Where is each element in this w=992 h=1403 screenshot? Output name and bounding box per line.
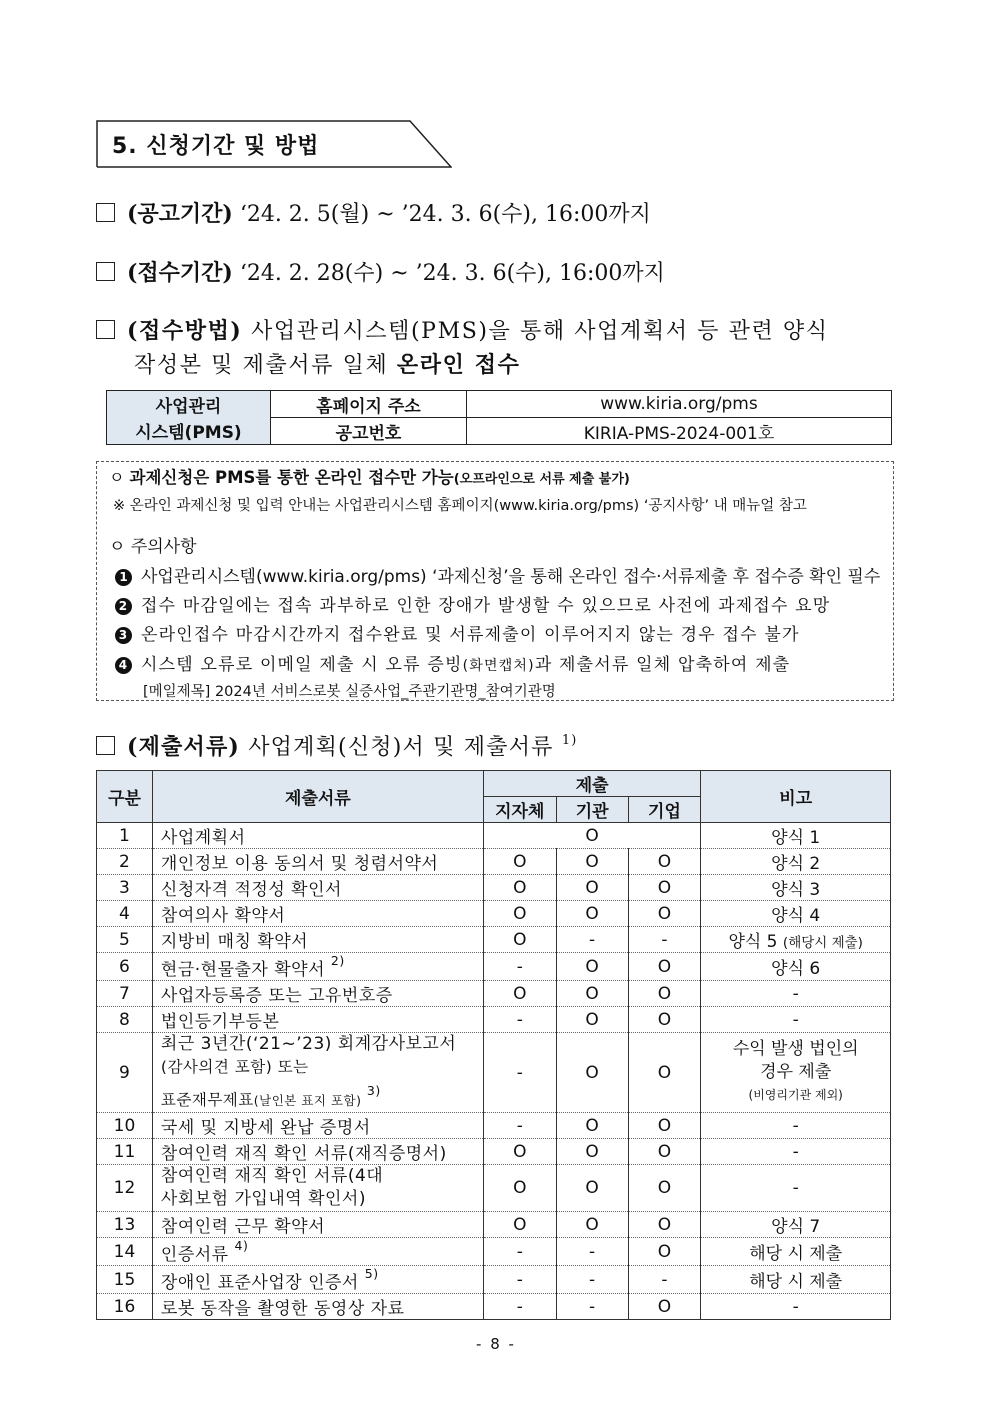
row-note: 양식 7 xyxy=(701,1212,891,1238)
row-inst: O xyxy=(556,875,628,901)
header-doc: 제출서류 xyxy=(152,771,483,823)
footnote-marker: 2) xyxy=(330,953,345,968)
row-corp: O xyxy=(628,1294,701,1320)
row-corp: O xyxy=(628,1113,701,1139)
caution-item-1 xyxy=(115,562,880,587)
row-doc-line3-small: (날인본 표지 포함) xyxy=(253,1093,362,1108)
row-corp: O xyxy=(628,901,701,927)
row-note: 해당 시 제출 xyxy=(701,1266,891,1294)
pms-info-table xyxy=(106,390,892,445)
row-inst: O xyxy=(556,953,628,981)
row-no: 13 xyxy=(97,1212,153,1238)
row-note: - xyxy=(701,1007,891,1033)
docs-heading xyxy=(96,730,578,761)
row-note xyxy=(701,927,891,953)
mail-subject: [메일제목] 2024년 서비스로봇 실증사업_주관기관명_참여기관명 xyxy=(143,684,556,700)
footnote-marker: 1) xyxy=(561,733,578,748)
table-row xyxy=(97,875,891,901)
table-row xyxy=(97,901,891,927)
row-local: - xyxy=(483,1007,556,1033)
section-title: 5. 신청기간 및 방법 xyxy=(112,134,320,159)
row-inst: - xyxy=(556,1266,628,1294)
table-row xyxy=(97,823,891,849)
row-no: 3 xyxy=(97,875,153,901)
table-row xyxy=(97,927,891,953)
row-inst: - xyxy=(556,1238,628,1266)
row-no: 4 xyxy=(97,901,153,927)
footnote-marker: 3) xyxy=(366,1083,381,1098)
row-no: 9 xyxy=(97,1033,153,1113)
row-doc: 개인정보 이용 동의서 및 청렴서약서 xyxy=(152,849,483,875)
table-row xyxy=(97,1139,891,1165)
row-corp: O xyxy=(628,1007,701,1033)
notice-box xyxy=(96,461,894,701)
table-row xyxy=(97,1033,891,1113)
section-heading xyxy=(96,120,452,168)
row-note: - xyxy=(701,1139,891,1165)
row-corp: - xyxy=(628,927,701,953)
row-doc: 사업계획서 xyxy=(152,823,483,849)
row-doc-text: 현금·현물출자 확약서 xyxy=(160,960,326,980)
footnote-marker: 5) xyxy=(364,1266,379,1281)
table-row xyxy=(97,1212,891,1238)
row-corp: O xyxy=(628,1139,701,1165)
row-no: 10 xyxy=(97,1113,153,1139)
number-circle-icon: 4 xyxy=(115,657,132,674)
row-no: 16 xyxy=(97,1294,153,1320)
row-note: 양식 3 xyxy=(701,875,891,901)
caution-item-4 xyxy=(115,650,790,675)
receipt-method-online: 온라인 접수 xyxy=(396,352,521,378)
caution-item-3 xyxy=(115,620,800,645)
table-row xyxy=(97,1266,891,1294)
receipt-period-text: ‘24. 2. 28(수) ~ ’24. 3. 6(수), 16:00까지 xyxy=(239,261,665,286)
announce-period-text: ‘24. 2. 5(월) ~ ’24. 3. 6(수), 16:00까지 xyxy=(239,202,651,227)
row-local: - xyxy=(483,1238,556,1266)
row-local: O xyxy=(483,1139,556,1165)
pms-head-line2: 시스템(PMS) xyxy=(107,418,271,445)
header-note: 비고 xyxy=(701,771,891,823)
row-note xyxy=(701,1033,891,1113)
row-no: 5 xyxy=(97,927,153,953)
announce-period xyxy=(96,197,651,228)
notice-line1-bold: 과제신청은 PMS를 통한 온라인 접수만 가능 xyxy=(129,468,454,487)
notice-line1-small: (오프라인으로 서류 제출 불가) xyxy=(453,472,630,487)
row-local: O xyxy=(483,981,556,1007)
row-note: - xyxy=(701,1294,891,1320)
row-local: O xyxy=(483,901,556,927)
docs-heading-label: (제출서류) xyxy=(127,734,241,760)
row-doc: 사업자등록증 또는 고유번호증 xyxy=(152,981,483,1007)
row-corp: O xyxy=(628,981,701,1007)
row-note: - xyxy=(701,1165,891,1212)
row-no: 11 xyxy=(97,1139,153,1165)
row-local: - xyxy=(483,1033,556,1113)
row-doc-text: 인증서류 xyxy=(160,1245,229,1265)
caution-item-small: (화면캡처) xyxy=(462,658,535,674)
row-corp: O xyxy=(628,1033,701,1113)
caution-item-text: 시스템 오류로 이메일 제출 시 오류 증빙 xyxy=(141,655,463,675)
number-circle-icon: 2 xyxy=(115,598,132,615)
row-doc xyxy=(152,953,483,981)
row-doc-text: 장애인 표준사업장 인증서 xyxy=(160,1273,359,1293)
row-note: - xyxy=(701,1113,891,1139)
homepage-url: www.kiria.org/pms xyxy=(467,391,892,418)
row-local: O xyxy=(483,1212,556,1238)
checkbox-square-icon xyxy=(96,736,115,755)
row-note: 양식 6 xyxy=(701,953,891,981)
notice-line1: ㅇ 과제신청은 PMS를 통한 온라인 접수만 가능(오프라인으로 서류 제출 불가) xyxy=(109,468,630,487)
row-inst: O xyxy=(556,981,628,1007)
caution-title-text: 주의사항 xyxy=(130,537,197,557)
row-no: 15 xyxy=(97,1266,153,1294)
row-doc xyxy=(152,1238,483,1266)
announce-period-label: (공고기간) xyxy=(127,201,233,227)
row-inst: O xyxy=(556,1113,628,1139)
row-no: 1 xyxy=(97,823,153,849)
row-local: O xyxy=(483,849,556,875)
row-note: 양식 1 xyxy=(701,823,891,849)
row-inst: - xyxy=(556,927,628,953)
row-note: 해당 시 제출 xyxy=(701,1238,891,1266)
row-corp: O xyxy=(628,875,701,901)
row-no: 12 xyxy=(97,1165,153,1212)
footnote-marker: 4) xyxy=(234,1238,249,1253)
row-local: O xyxy=(483,927,556,953)
row-note: 양식 2 xyxy=(701,849,891,875)
receipt-method-text2: 작성본 및 제출서류 일체 xyxy=(134,353,389,378)
row-note: 양식 4 xyxy=(701,901,891,927)
table-row xyxy=(97,1007,891,1033)
table-row xyxy=(97,1294,891,1320)
row-corp: O xyxy=(628,849,701,875)
caution-item-text: 사업관리시스템(www.kiria.org/pms) ‘과제신청’을 통해 온라인 접수·서류제출 후 접수증 확인 필수 xyxy=(141,567,881,587)
row-no: 8 xyxy=(97,1007,153,1033)
receipt-period-label: (접수기간) xyxy=(127,260,233,286)
receipt-method-label: (접수방법) xyxy=(127,318,243,344)
row-inst: O xyxy=(556,1139,628,1165)
caution-item-text: 온라인접수 마감시간까지 접수완료 및 서류제출이 이루어지지 않는 경우 접수 불가 xyxy=(141,625,800,645)
row-note-small: (해당시 제출) xyxy=(782,935,863,951)
row-no: 14 xyxy=(97,1238,153,1266)
pms-head-line1: 사업관리 xyxy=(107,391,271,418)
row-no: 6 xyxy=(97,953,153,981)
row-corp: O xyxy=(628,1165,701,1212)
row-doc: 법인등기부등본 xyxy=(152,1007,483,1033)
homepage-label: 홈페이지 주소 xyxy=(271,391,467,418)
row-inst: - xyxy=(556,1294,628,1320)
row-inst: O xyxy=(556,901,628,927)
row-note-line1: 수익 발생 법인의 xyxy=(732,1039,859,1059)
row-note-text: 양식 5 xyxy=(728,932,778,952)
row-note-line3: (비영리기관 제외) xyxy=(748,1088,843,1102)
table-row xyxy=(97,1113,891,1139)
row-inst: O xyxy=(556,1212,628,1238)
row-doc-line1: 최근 3년간(‘21~’23) 회계감사보고서 xyxy=(160,1034,457,1054)
row-local: O xyxy=(483,875,556,901)
row-doc: 국세 및 지방세 완납 증명서 xyxy=(152,1113,483,1139)
row-local: O xyxy=(483,1165,556,1212)
checkbox-square-icon xyxy=(96,320,115,339)
number-circle-icon: 1 xyxy=(115,569,132,586)
notice-number-label: 공고번호 xyxy=(271,418,467,445)
header-no: 구분 xyxy=(97,771,153,823)
receipt-period xyxy=(96,256,665,287)
row-no: 2 xyxy=(97,849,153,875)
row-inst: O xyxy=(556,1007,628,1033)
row-note-line2: 경우 제출 xyxy=(760,1062,832,1082)
receipt-method-line2 xyxy=(134,348,520,379)
notice-line2: ※ 온라인 과제신청 및 입력 안내는 사업관리시스템 홈페이지(www.kiria.org/pms) ‘공지사항’ 내 매뉴얼 참고 xyxy=(113,498,807,514)
row-inst: O xyxy=(556,1165,628,1212)
table-row xyxy=(97,1165,891,1212)
row-doc: 참여의사 확약서 xyxy=(152,901,483,927)
row-doc: 참여인력 재직 확인 서류(재직증명서) xyxy=(152,1139,483,1165)
header-local: 지자체 xyxy=(483,797,556,823)
docs-table xyxy=(96,770,891,1320)
docs-heading-text: 사업계획(신청)서 및 제출서류 xyxy=(248,735,554,760)
row-corp: O xyxy=(628,953,701,981)
row-doc: 지방비 매칭 확약서 xyxy=(152,927,483,953)
table-row xyxy=(97,849,891,875)
header-submit: 제출 xyxy=(483,771,701,797)
row-no: 7 xyxy=(97,981,153,1007)
row-local: - xyxy=(483,1113,556,1139)
row-corp: O xyxy=(628,1238,701,1266)
row-corp: O xyxy=(628,1212,701,1238)
row-doc-line2: 사회보험 가입내역 확인서) xyxy=(160,1189,366,1209)
table-row xyxy=(97,1238,891,1266)
row-corp: - xyxy=(628,1266,701,1294)
row-inst: O xyxy=(556,849,628,875)
row-doc: 참여인력 근무 확약서 xyxy=(152,1212,483,1238)
row-local: - xyxy=(483,1266,556,1294)
checkbox-square-icon xyxy=(96,262,115,281)
row-doc xyxy=(152,1266,483,1294)
caution-item-text: 과 제출서류 일체 압축하여 제출 xyxy=(534,655,791,675)
receipt-method xyxy=(96,314,829,345)
row-local: - xyxy=(483,1294,556,1320)
row-submit-all: O xyxy=(483,823,701,849)
header-inst: 기관 xyxy=(556,797,628,823)
number-circle-icon: 3 xyxy=(115,627,132,644)
row-doc-line3: 표준재무제표 xyxy=(160,1091,254,1109)
header-corp: 기업 xyxy=(628,797,701,823)
row-local: - xyxy=(483,953,556,981)
row-note: - xyxy=(701,981,891,1007)
caution-title: ㅇ 주의사항 xyxy=(109,537,197,557)
row-inst: O xyxy=(556,1033,628,1113)
row-doc: 로봇 동작을 촬영한 동영상 자료 xyxy=(152,1294,483,1320)
receipt-method-text1: 사업관리시스템(PMS)을 통해 사업계획서 등 관련 양식 xyxy=(251,319,829,344)
row-doc xyxy=(152,1165,483,1212)
row-doc-line1: 참여인력 재직 확인 서류(4대 xyxy=(160,1166,384,1186)
table-row xyxy=(97,953,891,981)
caution-item-text: 접수 마감일에는 접속 과부하로 인한 장애가 발생할 수 있으므로 사전에 과제접수 요망 xyxy=(141,596,831,616)
notice-number-value: KIRIA-PMS-2024-001호 xyxy=(467,418,892,445)
caution-item-2 xyxy=(115,591,830,616)
row-doc: 신청자격 적정성 확인서 xyxy=(152,875,483,901)
page-number: - 8 - xyxy=(476,1335,516,1353)
checkbox-square-icon xyxy=(96,203,115,222)
row-doc-line2: (감사의견 포함) 또는 xyxy=(160,1058,309,1076)
row-doc xyxy=(152,1033,483,1113)
table-row xyxy=(97,981,891,1007)
